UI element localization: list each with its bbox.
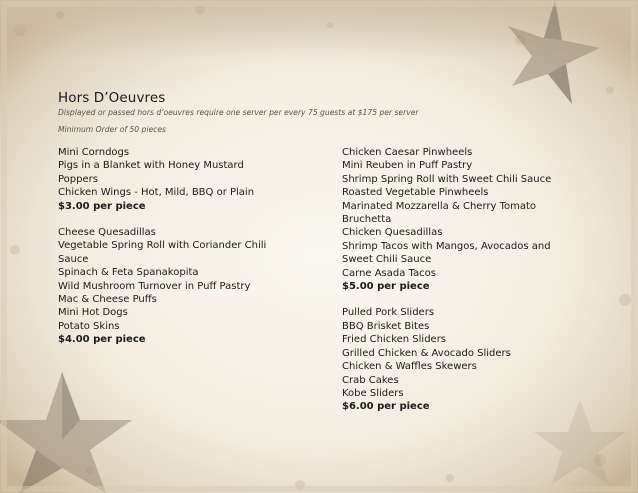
menu-item: Spinach & Feta Spanakopita <box>58 267 199 279</box>
menu-item: Carne Asada Tacos <box>342 267 436 279</box>
menu-item: Potato Skins <box>58 320 120 332</box>
menu-group <box>342 146 612 293</box>
left-menu-column <box>58 146 318 347</box>
menu-group <box>58 146 318 213</box>
menu-item: Bruchetta <box>342 214 392 226</box>
price-label: $3.00 per piece <box>58 200 146 212</box>
right-menu-column <box>342 146 612 414</box>
menu-group <box>58 226 318 347</box>
menu-item: Mac & Cheese Puffs <box>58 294 157 306</box>
menu-item: Mini Reuben in Puff Pastry <box>342 160 473 172</box>
menu-item: Shrimp Tacos with Mangos, Avocados and <box>342 240 551 252</box>
menu-item: Cheese Quesadillas <box>58 227 156 239</box>
price-label: $5.00 per piece <box>342 281 430 293</box>
price-label: $4.00 per piece <box>58 334 146 346</box>
menu-item: Chicken & Waffles Skewers <box>342 361 477 373</box>
menu-group <box>342 306 612 413</box>
menu-item: Vegetable Spring Roll with Coriander Chili <box>58 240 267 252</box>
menu-item: Kobe Sliders <box>342 387 404 399</box>
minimum-order-note: Minimum Order of 50 pieces <box>58 125 166 134</box>
page-title: Hors D’Oeuvres <box>58 90 166 106</box>
menu-item: Shrimp Spring Roll with Sweet Chili Sauce <box>342 173 552 185</box>
menu-item: Mini Corndogs <box>58 147 130 158</box>
price-label: $6.00 per piece <box>342 401 430 413</box>
menu-item: Chicken Wings - Hot, Mild, BBQ or Plain <box>58 187 255 199</box>
menu-item: Wild Mushroom Turnover in Puff Pastry <box>58 280 251 292</box>
menu-item: Crab Cakes <box>342 374 399 386</box>
menu-item: Mini Hot Dogs <box>58 307 128 319</box>
menu-item: Fried Chicken Sliders <box>342 334 447 346</box>
menu-item: Poppers <box>58 173 98 185</box>
menu-item: BBQ Brisket Bites <box>342 320 430 332</box>
menu-item: Marinated Mozzarella & Cherry Tomato <box>342 200 537 212</box>
menu-item: Chicken Caesar Pinwheels <box>342 147 473 158</box>
menu-item: Grilled Chicken & Avocado Sliders <box>342 347 511 359</box>
service-note: Displayed or passed hors d’oeuvres require one server per every 75 guests at $175 per server <box>58 108 419 117</box>
menu-item: Pulled Pork Sliders <box>342 307 435 319</box>
menu-item: Pigs in a Blanket with Honey Mustard <box>58 160 244 172</box>
menu-item: Chicken Quesadillas <box>342 227 443 239</box>
menu-item: Roasted Vegetable Pinwheels <box>342 187 489 199</box>
menu-item: Sweet Chili Sauce <box>342 254 432 266</box>
menu-item: Sauce <box>58 253 89 265</box>
